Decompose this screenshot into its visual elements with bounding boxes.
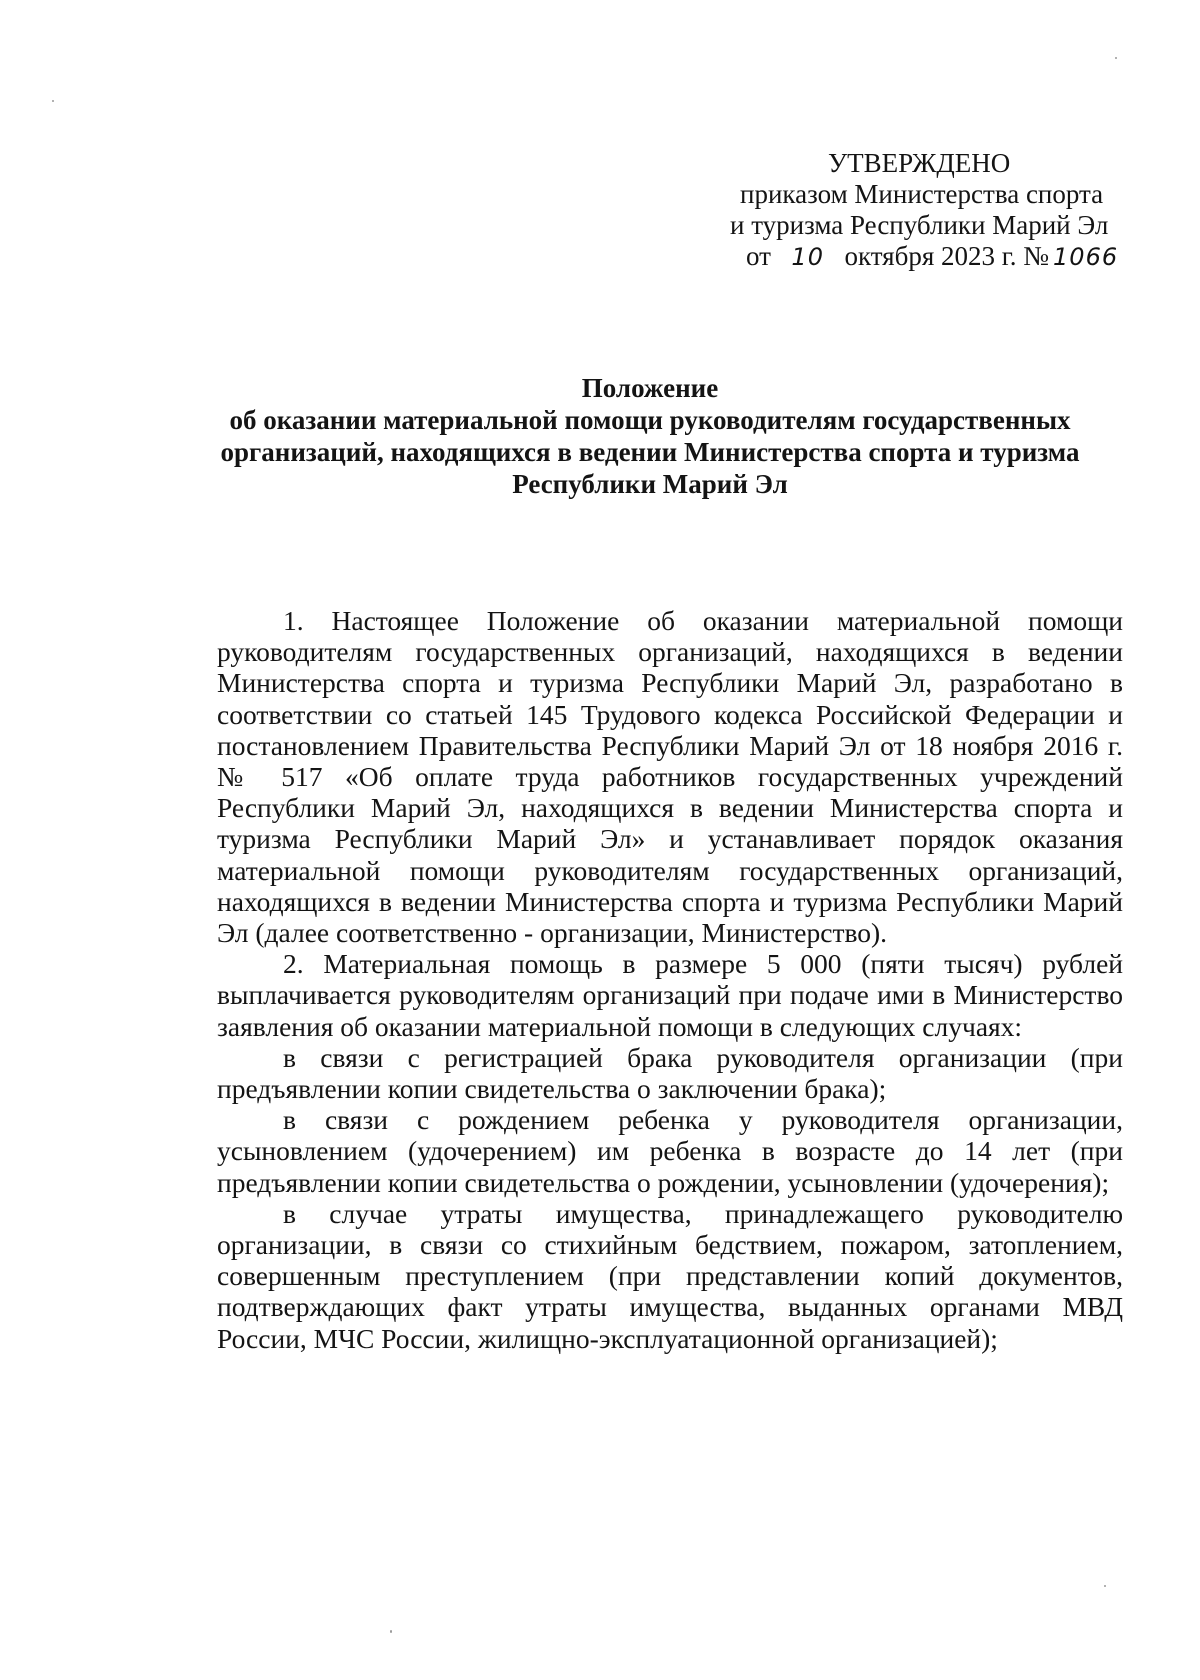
scan-speck	[52, 100, 54, 102]
paragraph-case-property-loss: в случае утраты имущества, принадлежащего руководителю организации, в связи со стихийным бедствием, пожаром, затоплением, совершенным преступлением (при представлении копий документов, подтверждающих факт утраты имущества, выданных органами МВД России, МЧС России, жилищно-эксплуатационной организацией);	[217, 1197, 1123, 1354]
title-line-2: об оказании материальной помощи руководителям государственных	[229, 405, 1071, 435]
paragraph-2: 2. Материальная помощь в размере 5 000 (пяти тысяч) рублей выплачивается руководителям организаций при подаче ими в Министерство заявления об оказании материальной помощи в следующих случаях:	[217, 948, 1123, 1042]
date-suffix: октября 2023 г. №	[844, 241, 1050, 271]
approval-block	[730, 148, 1130, 273]
title-line-4: Республики Марий Эл	[512, 469, 788, 499]
handwritten-order-number: 1066	[1053, 243, 1119, 271]
approval-date-line	[730, 241, 1130, 273]
paragraph-1: 1. Настоящее Положение об оказании материальной помощи руководителям государственных организаций, находящихся в ведении Министерства спорта и туризма Республики Марий Эл, разработано в соответствии со статьей 145 Трудового кодекса Российской Федерации и постановлением Правительства Республики Марий Эл от 18 ноября 2016 г. № 517 «Об оплате труда работников государственных учреждений Республики Марий Эл, находящихся в ведении Министерства спорта и туризма Республики Марий Эл» и устанавливает порядок оказания материальной помощи руководителям государственных организаций, находящихся в ведении Министерства спорта и туризма Республики Марий Эл (далее соответственно - организации, Министерство).	[217, 605, 1123, 949]
handwritten-day: 10	[791, 243, 824, 271]
scan-speck	[390, 1630, 392, 1633]
approval-order-line: приказом Министерства спорта	[740, 179, 1104, 209]
approval-ministry-line: и туризма Республики Марий Эл	[730, 210, 1109, 240]
document-body	[217, 605, 1123, 1354]
scan-speck	[1104, 1585, 1106, 1587]
date-prefix: от	[746, 241, 771, 271]
scan-speck	[1115, 57, 1117, 59]
title-line-1: Положение	[581, 373, 719, 403]
title-line-3: организаций, находящихся в ведении Министерства спорта и туризма	[220, 437, 1080, 467]
document-title	[180, 372, 1120, 500]
approval-heading: УТВЕРЖДЕНО	[828, 148, 1011, 178]
paragraph-case-birth: в связи с рождением ребенка у руководителя организации, усыновлением (удочерением) им ребенка в возрасте до 14 лет (при предъявлении копии свидетельства о рождении, усыновлении (удочерения);	[217, 1104, 1123, 1198]
paragraph-case-marriage: в связи с регистрацией брака руководителя организации (при предъявлении копии свидетельства о заключении брака);	[217, 1041, 1123, 1105]
